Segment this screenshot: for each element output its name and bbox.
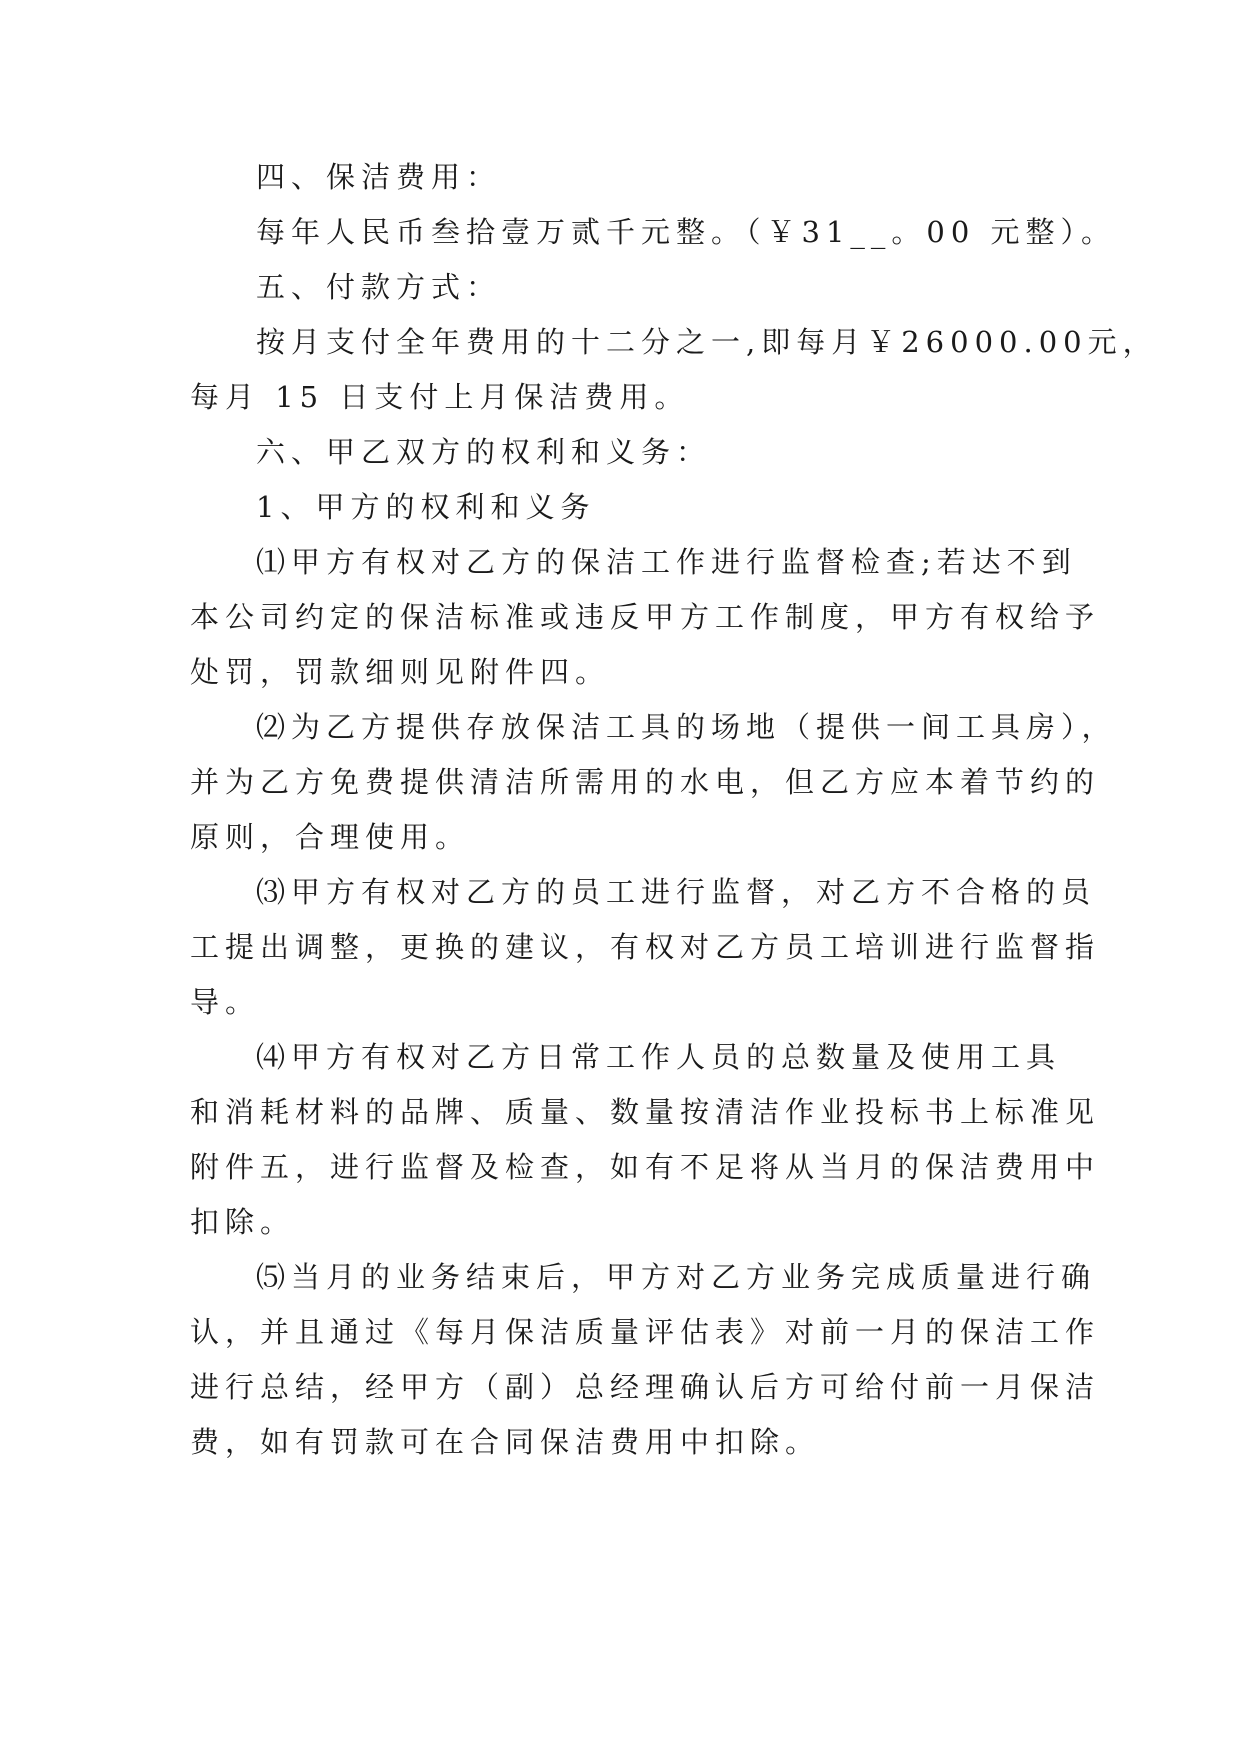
paragraph-line: 处罚，罚款细则见附件四。 (190, 655, 611, 689)
section-heading-payment: 五、付款方式： (256, 270, 502, 304)
paragraph-line: ⑴甲方有权对乙方的保洁工作进行监督检查;若达不到 (256, 545, 1077, 579)
paragraph-line: 本公司约定的保洁标准或违反甲方工作制度，甲方有权给予 (190, 600, 1101, 634)
paragraph-line: 工提出调整，更换的建议，有权对乙方员工培训进行监督指 (190, 930, 1101, 964)
paragraph-line: 费，如有罚款可在合同保洁费用中扣除。 (190, 1425, 821, 1459)
section-heading-rights: 六、甲乙双方的权利和义务： (256, 435, 712, 469)
paragraph-line: 每月 15 日支付上月保洁费用。 (190, 380, 690, 414)
paragraph-line: 认，并且通过《每月保洁质量评估表》对前一月的保洁工作 (190, 1315, 1101, 1349)
paragraph-line: 每年人民币叁拾壹万贰千元整。（￥31__。00 元整）。 (256, 215, 1117, 249)
subsection-heading: 1、甲方的权利和义务 (256, 490, 596, 524)
paragraph-line: 导。 (190, 985, 261, 1019)
section-heading-fee: 四、保洁费用： (256, 160, 502, 194)
paragraph-line: 进行总结，经甲方（副）总经理确认后方可给付前一月保洁 (190, 1370, 1101, 1404)
paragraph-line: ⑷甲方有权对乙方日常工作人员的总数量及使用工具 (256, 1040, 1062, 1074)
paragraph-line: ⑵为乙方提供存放保洁工具的场地（提供一间工具房）， (256, 710, 1117, 744)
paragraph-line: 按月支付全年费用的十二分之一,即每月￥26000.00元， (256, 325, 1158, 359)
paragraph-line: ⑸当月的业务结束后，甲方对乙方业务完成质量进行确 (256, 1260, 1097, 1294)
paragraph-line: 扣除。 (190, 1205, 296, 1239)
paragraph-line: 原则，合理使用。 (190, 820, 471, 854)
paragraph-line: 并为乙方免费提供清洁所需用的水电，但乙方应本着节约的 (190, 765, 1101, 799)
paragraph-line: ⑶甲方有权对乙方的员工进行监督，对乙方不合格的员 (256, 875, 1097, 909)
paragraph-line: 和消耗材料的品牌、质量、数量按清洁作业投标书上标准见 (190, 1095, 1101, 1129)
paragraph-line: 附件五，进行监督及检查，如有不足将从当月的保洁费用中 (190, 1150, 1101, 1184)
